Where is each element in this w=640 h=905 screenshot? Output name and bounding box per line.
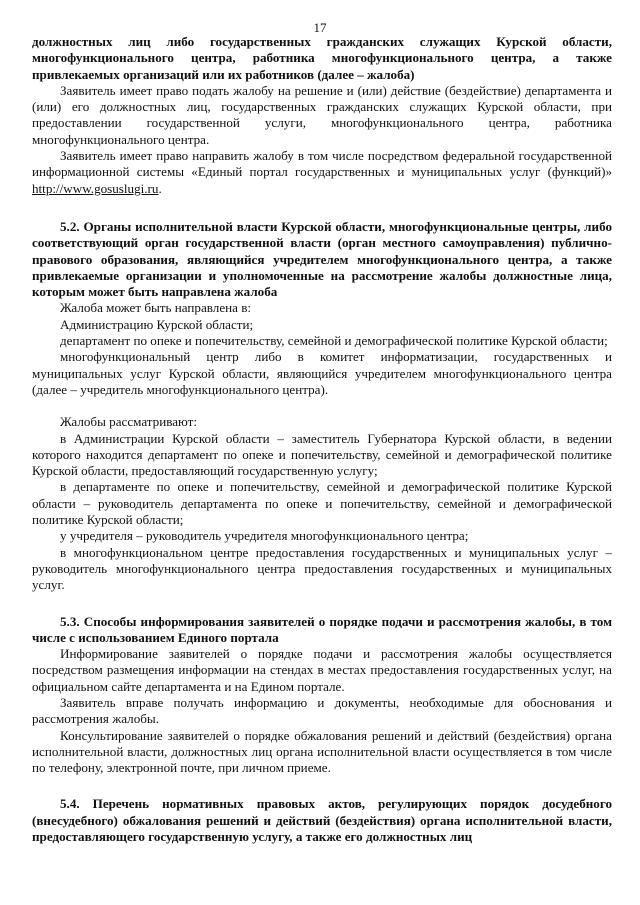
paragraph-mfc: многофункциональный центр либо в комитет информатизации, государственных и муниципальных услуг Курской области, являющийся учредителем многофункционального центра (далее – учредитель многофункционального центра). — [32, 349, 612, 397]
gosuslugi-link[interactable]: http://www.gosuslugi.ru — [32, 180, 159, 196]
paragraph-reviewer-founder: у учредителя – руководитель учредителя многофункционального центра; — [60, 528, 469, 544]
section-5-2-heading: 5.2. Органы исполнительной власти Курской области, многофункциональные центры, либо соответствующий орган государственной власти (орган местного самоуправления) публично-правового образования, являющийся учредителем многофункционального центра, а также привлекаемые организации и уполномоченные на рассмотрение жалобы должностные лица, которым может быть направлена жалоба — [32, 218, 612, 300]
paragraph-complaint-sent-to: Жалоба может быть направлена в: — [60, 300, 252, 316]
portal-end: . — [158, 180, 162, 196]
paragraph-portal — [32, 148, 612, 197]
paragraph-documents: Заявитель вправе получать информацию и документы, необходимые для обоснования и рассмотрения жалобы. — [32, 694, 612, 727]
paragraph-administration: Администрацию Курской области; — [60, 316, 254, 332]
document-body — [32, 34, 612, 845]
paragraph-continuation: должностных лиц либо государственных гражданских служащих Курской области, многофункционального центра, работника многофункционального центра, а также привлекаемых организаций или их работников (далее – жалоба) — [32, 34, 612, 82]
portal-text: Заявитель имеет право направить жалобу в том числе посредством федеральной государственной информационной системы «Единый портал государственных и муниципальных услуг (функций)» — [32, 148, 612, 180]
paragraph-right-to-complain: Заявитель имеет право подать жалобу на решение и (или) действие (бездействие) департамента и (или) его должностных лиц, государственных гражданских служащих Курской области, при предоставлении государственной услуги, многофункционального центра, работника многофункционального центра. — [32, 82, 612, 147]
section-5-4-heading: 5.4. Перечень нормативных правовых актов, регулирующих порядок досудебного (внесудебного) обжалования решений и действий (бездействия) органа исполнительной власти, предоставляющего государственную услугу, а также его должностных лиц — [32, 796, 612, 845]
section-5-3-heading: 5.3. Способы информирования заявителей о порядке подачи и рассмотрения жалобы, в том числе с использованием Единого портала — [32, 613, 612, 645]
paragraph-reviewers: Жалобы рассматривают: — [60, 414, 198, 430]
page-number: 17 — [313, 20, 327, 35]
paragraph-reviewer-mfc: в многофункциональном центре предоставления государственных и муниципальных услуг – руководитель многофункционального центра предоставления государственных и муниципальных услуг. — [32, 544, 612, 593]
paragraph-reviewer-administration: в Администрации Курской области – заместитель Губернатора Курской области, в ведении которого находится департамент по опеке и попечительству, семейной и демографической политике Курской области, предоставляющий государственную услугу; — [32, 430, 612, 479]
paragraph-informing: Информирование заявителей о порядке подачи и рассмотрения жалобы осуществляется посредством размещения информации на стендах в местах предоставления государственных услуг, на официальном сайте департамента и на Едином портале. — [32, 646, 612, 694]
paragraph-reviewer-department: в департаменте по опеке и попечительству, семейной и демографической политике Курской области – руководитель департамента по опеке и попечительству, семейной и демографической политике Курской области; — [32, 479, 612, 528]
paragraph-department: департамент по опеке и попечительству, семейной и демографической политике Курской области; — [60, 333, 608, 349]
paragraph-consulting: Консультирование заявителей о порядке обжалования решений и действий (бездействия) органа исполнительной власти, должностных лиц органа исполнительной власти осуществляется в том числе по телефону, электронной почте, при личном приеме. — [32, 727, 612, 776]
